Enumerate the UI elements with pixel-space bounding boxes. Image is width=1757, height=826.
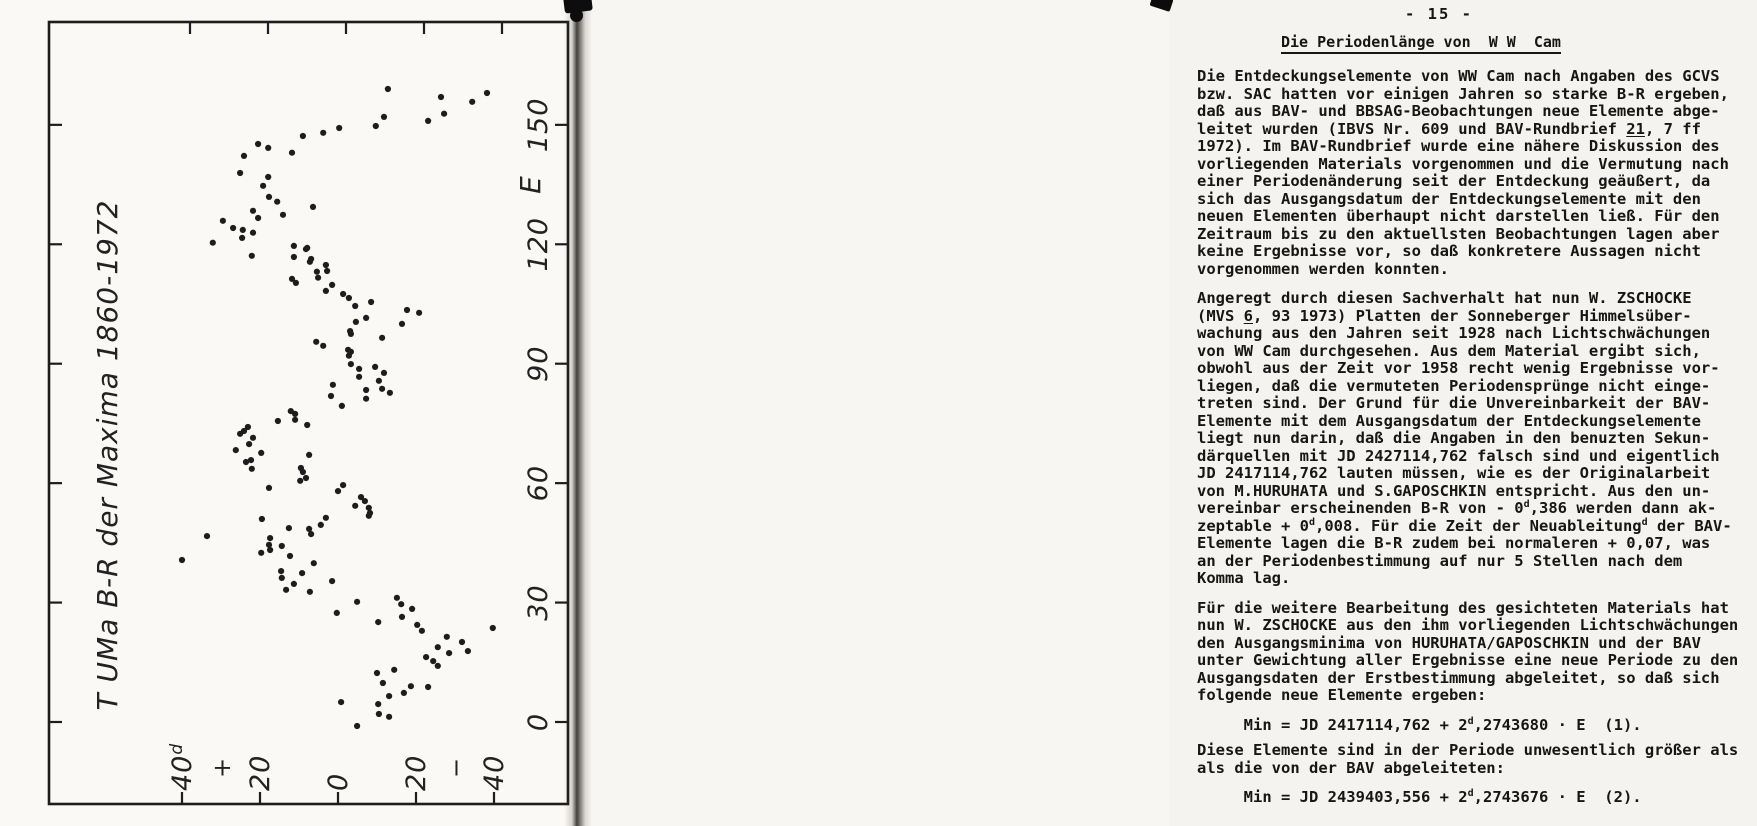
data-point bbox=[240, 227, 246, 233]
text-line: Die Entdeckungselemente von WW Cam nach Angaben des GCVS bbox=[1197, 67, 1720, 85]
data-point bbox=[323, 288, 329, 294]
doc-title: Die Periodenlänge von W W Cam bbox=[1281, 34, 1561, 55]
data-point bbox=[179, 557, 185, 563]
br-tick-label: 20 bbox=[401, 754, 432, 791]
data-point bbox=[381, 370, 387, 376]
data-point bbox=[313, 339, 319, 345]
data-point bbox=[404, 307, 410, 313]
data-point bbox=[394, 595, 400, 601]
text-line: treten sind. Der Grund für die Unvereinbarkeit der BAV- bbox=[1197, 394, 1711, 412]
data-point bbox=[246, 441, 252, 447]
data-point bbox=[318, 522, 324, 528]
text-line: neuen Elementen überhaupt nicht darstellen ließ. Für den bbox=[1197, 207, 1720, 225]
data-point bbox=[329, 282, 335, 288]
data-point bbox=[279, 575, 285, 581]
text-line: den Ausgangsminima von HURUHATA/GAPOSCHKIN und der BAV bbox=[1197, 633, 1701, 652]
e-tick-label: 120 bbox=[523, 217, 554, 272]
data-point bbox=[465, 648, 471, 654]
text-line: vereinbar erscheinenden B-R von - 0$^d$,386 werden dann ak- bbox=[1197, 498, 1717, 517]
data-point bbox=[255, 141, 261, 147]
data-point bbox=[348, 361, 354, 367]
data-point bbox=[210, 240, 216, 246]
data-point bbox=[373, 123, 379, 129]
data-point bbox=[379, 335, 385, 341]
data-point bbox=[279, 543, 285, 549]
data-point bbox=[300, 133, 306, 139]
br-tick-label: 40 bbox=[479, 754, 510, 791]
text-line: zeptable + $0^d,008$. Für die Zeit der Neuableitung$^d$ der BAV- bbox=[1197, 516, 1732, 535]
data-point bbox=[304, 422, 310, 428]
data-point bbox=[323, 262, 329, 268]
text-line: einer Periodenänderung seit der Entdeckung geäußert, da bbox=[1197, 172, 1711, 190]
data-point bbox=[259, 516, 265, 522]
data-point bbox=[414, 622, 420, 628]
data-points bbox=[179, 86, 496, 729]
data-point bbox=[386, 714, 392, 720]
data-point bbox=[287, 553, 293, 559]
data-point bbox=[249, 466, 255, 472]
data-point bbox=[292, 411, 298, 417]
data-point bbox=[266, 485, 272, 491]
data-point bbox=[338, 699, 344, 705]
paragraph bbox=[1197, 742, 1757, 777]
data-point bbox=[258, 550, 264, 556]
e-tick-label: 30 bbox=[523, 584, 554, 621]
data-point bbox=[339, 403, 345, 409]
data-point bbox=[399, 321, 405, 327]
text-line: folgende neue Elemente ergeben: bbox=[1197, 686, 1487, 704]
text-line: JD 2417114,762 lauten müssen, wie es der Originalarbeit bbox=[1197, 464, 1711, 482]
equation bbox=[1197, 789, 1757, 807]
data-point bbox=[408, 683, 414, 689]
data-point bbox=[419, 628, 425, 634]
data-point bbox=[363, 396, 369, 402]
data-point bbox=[372, 364, 378, 370]
data-point bbox=[423, 654, 429, 660]
paragraphs bbox=[1197, 68, 1757, 807]
data-point bbox=[444, 634, 450, 640]
data-point bbox=[320, 343, 326, 349]
data-point bbox=[291, 243, 297, 249]
text-line: als die von der BAV abgeleiteten: bbox=[1197, 758, 1505, 777]
text-line: Diese Elemente sind in der Periode unwesentlich größer als bbox=[1197, 741, 1739, 759]
data-point bbox=[320, 130, 326, 136]
br-tick-label: 20 bbox=[245, 754, 276, 791]
data-point bbox=[362, 498, 368, 504]
data-point bbox=[363, 387, 369, 393]
data-point bbox=[346, 295, 352, 301]
data-point bbox=[386, 693, 392, 699]
data-point bbox=[291, 254, 297, 260]
data-point bbox=[391, 667, 397, 673]
chart-title: T UMa B-R der Maxima 1860-1972 bbox=[91, 199, 124, 711]
data-point bbox=[250, 230, 256, 236]
data-point bbox=[307, 589, 313, 595]
data-point bbox=[469, 99, 475, 105]
page-number: - 15 - bbox=[1405, 5, 1473, 23]
text-line: sich das Ausgangsdatum der Entdeckungselemente mit den bbox=[1197, 189, 1701, 208]
data-point bbox=[250, 435, 256, 441]
data-point bbox=[255, 215, 261, 221]
data-point bbox=[335, 488, 341, 494]
data-point bbox=[241, 153, 247, 159]
scatter-chart bbox=[0, 0, 585, 826]
data-point bbox=[376, 378, 382, 384]
e-tick-label: 90 bbox=[523, 345, 554, 382]
data-point bbox=[310, 204, 316, 210]
data-point bbox=[323, 515, 329, 521]
data-point bbox=[416, 310, 422, 316]
equation bbox=[1197, 717, 1757, 735]
data-point bbox=[297, 478, 303, 484]
data-point bbox=[336, 125, 342, 131]
data-point bbox=[374, 670, 380, 676]
data-point bbox=[299, 570, 305, 576]
text-line: von WW Cam durchgesehen. Aus dem Material ergibt sich, bbox=[1197, 341, 1701, 360]
data-point bbox=[435, 644, 441, 650]
text-line: Komma lag. bbox=[1197, 569, 1291, 587]
paragraph bbox=[1197, 600, 1757, 705]
text-line: obwohl aus der Zeit vor 1958 recht wenig Ergebnisse vor- bbox=[1197, 359, 1720, 377]
scan-blob bbox=[570, 9, 583, 22]
e-tick-label: 150 bbox=[523, 97, 554, 153]
text-column bbox=[1197, 6, 1757, 815]
data-point bbox=[334, 610, 340, 616]
data-point bbox=[250, 208, 256, 214]
text-line: daß aus BAV- und BBSAG-Beobachtungen neue Elemente abge- bbox=[1197, 102, 1720, 120]
data-point bbox=[446, 650, 452, 656]
text-line: vorgenommen werden konnten. bbox=[1197, 259, 1449, 278]
data-point bbox=[220, 218, 226, 224]
data-point bbox=[430, 658, 436, 664]
data-point bbox=[459, 639, 465, 645]
data-point bbox=[409, 606, 415, 612]
data-point bbox=[340, 291, 346, 297]
data-point bbox=[315, 275, 321, 281]
data-point bbox=[441, 111, 447, 117]
data-point bbox=[375, 701, 381, 707]
data-point bbox=[308, 531, 314, 537]
br-tick-label: 0 bbox=[323, 772, 354, 791]
text-line: Min = JD $2439403,556 + 2^d,2743676 \cdot E$ (2). bbox=[1197, 787, 1642, 806]
text-line: Ausgangsdaten der Erstbestimmung abgeleitet, so daß sich bbox=[1197, 668, 1720, 687]
text-line: Elemente mit dem Ausgangsdatum der Entdeckungselemente bbox=[1197, 411, 1701, 430]
data-point bbox=[368, 299, 374, 305]
data-point bbox=[425, 118, 431, 124]
br-sign-label: − bbox=[442, 756, 470, 778]
data-point bbox=[280, 212, 286, 218]
data-point bbox=[230, 225, 236, 231]
data-point bbox=[237, 431, 243, 437]
data-point bbox=[303, 246, 309, 252]
data-point bbox=[283, 587, 289, 593]
text-line: 1972). Im BAV-Rundbrief wurde eine nähere Diskussion des bbox=[1197, 137, 1720, 155]
data-point bbox=[328, 393, 334, 399]
data-point bbox=[375, 619, 381, 625]
data-point bbox=[300, 469, 306, 475]
data-point bbox=[291, 581, 297, 587]
br-sign-label: + bbox=[208, 756, 236, 778]
e-tick-label: 60 bbox=[523, 464, 554, 502]
e-tick-label: 0 bbox=[523, 712, 554, 732]
data-point bbox=[346, 353, 352, 359]
left-page bbox=[0, 0, 584, 826]
text-line: liegt nun darin, daß die Angaben in den benuzten Sekun- bbox=[1197, 429, 1711, 447]
data-point bbox=[356, 374, 362, 380]
data-point bbox=[330, 382, 336, 388]
data-point bbox=[237, 170, 243, 176]
data-point bbox=[438, 94, 444, 100]
data-point bbox=[293, 280, 299, 286]
data-point bbox=[352, 303, 358, 309]
text-line: Für die weitere Bearbeitung des gesichteten Materials hat bbox=[1197, 598, 1729, 617]
data-point bbox=[265, 174, 271, 180]
data-point bbox=[401, 690, 407, 696]
data-point bbox=[265, 145, 271, 151]
data-point bbox=[435, 663, 441, 669]
paragraph bbox=[1197, 290, 1757, 588]
scan-artifact bbox=[1150, 0, 1174, 12]
data-point bbox=[352, 503, 358, 509]
text-line: an der Periodenbestimmung auf nur 5 Stellen nach dem bbox=[1197, 551, 1683, 570]
data-point bbox=[354, 599, 360, 605]
text-line: leitet wurden (IBVS Nr. 609 und BAV-Rundbrief 21, 7 ff bbox=[1197, 119, 1701, 138]
data-point bbox=[311, 560, 317, 566]
data-point bbox=[267, 535, 273, 541]
data-point bbox=[356, 366, 362, 372]
data-point bbox=[274, 199, 280, 205]
data-point bbox=[267, 547, 273, 553]
data-point bbox=[425, 684, 431, 690]
plot-frame bbox=[49, 22, 568, 804]
data-point bbox=[233, 447, 239, 453]
text-line: vorliegenden Materials vorgenommen und die Vermutung nach bbox=[1197, 154, 1729, 173]
data-point bbox=[379, 386, 385, 392]
data-point bbox=[380, 680, 386, 686]
data-point bbox=[398, 601, 404, 607]
text-line: Angeregt durch diesen Sachverhalt hat nun W. ZSCHOCKE bbox=[1197, 289, 1692, 307]
data-point bbox=[239, 235, 245, 241]
data-point bbox=[243, 459, 249, 465]
data-point bbox=[266, 542, 272, 548]
text-line: Min = JD $2417114,762 + 2^d,2743680 \cdot E$ (1). bbox=[1197, 715, 1642, 734]
e-axis-label: E bbox=[514, 175, 547, 194]
page-gutter-icon bbox=[564, 0, 592, 826]
data-point bbox=[484, 90, 490, 96]
data-point bbox=[366, 505, 372, 511]
data-point bbox=[260, 183, 266, 189]
data-point bbox=[376, 711, 382, 717]
data-point bbox=[399, 614, 405, 620]
data-point bbox=[324, 268, 330, 274]
right-page bbox=[584, 0, 1739, 826]
text-line: unter Gewichtung aller Ergebnisse eine neue Periode zu den bbox=[1197, 651, 1739, 669]
data-point bbox=[286, 525, 292, 531]
text-line: nun W. ZSCHOCKE aus den ihm vorliegenden Lichtschwächungen bbox=[1197, 616, 1739, 634]
data-point bbox=[366, 513, 372, 519]
data-point bbox=[307, 259, 313, 265]
text-line: wachung aus den Jahren seit 1928 nach Lichtschwächungen bbox=[1197, 324, 1711, 342]
data-point bbox=[249, 253, 255, 259]
data-point bbox=[353, 319, 359, 325]
data-point bbox=[314, 269, 320, 275]
data-point bbox=[329, 578, 335, 584]
data-point bbox=[303, 475, 309, 481]
br-tick-label: 40$^d$ bbox=[167, 742, 198, 791]
data-point bbox=[348, 331, 354, 337]
data-point bbox=[278, 568, 284, 574]
data-point bbox=[204, 533, 210, 539]
data-point bbox=[340, 482, 346, 488]
text-line: bzw. SAC hatten vor einigen Jahren so starke B-R ergeben, bbox=[1197, 84, 1729, 103]
text-line: därquellen mit JD 2427114,762 falsch sind und eigentlich bbox=[1197, 446, 1720, 465]
data-point bbox=[266, 194, 272, 200]
text-line: Elemente lagen die B-R zudem bei normaleren + 0,07, was bbox=[1197, 534, 1711, 552]
data-point bbox=[275, 418, 281, 424]
data-point bbox=[289, 150, 295, 156]
data-point bbox=[258, 450, 264, 456]
data-point bbox=[490, 625, 496, 631]
data-point bbox=[381, 114, 387, 120]
data-point bbox=[306, 452, 312, 458]
data-point bbox=[363, 315, 369, 321]
data-point bbox=[292, 417, 298, 423]
text-line: (MVS 6, 93 1973) Platten der Sonneberger Himmelsüber- bbox=[1197, 306, 1692, 325]
text-line: keine Ergebnisse vor, so daß konkretere Aussagen nicht bbox=[1197, 242, 1701, 260]
text-line: liegen, daß die vermuteten Periodensprünge nicht einge- bbox=[1197, 376, 1711, 395]
text-line: Zeitraum bis zu den aktuellsten Beobachtungen lagen aber bbox=[1197, 224, 1720, 243]
text-line: von M.HURUHATA und S.GAPOSCHKIN entspricht. Aus den un- bbox=[1197, 481, 1711, 500]
paragraph bbox=[1197, 68, 1757, 278]
data-point bbox=[385, 86, 391, 92]
data-point bbox=[387, 390, 393, 396]
data-point bbox=[354, 723, 360, 729]
